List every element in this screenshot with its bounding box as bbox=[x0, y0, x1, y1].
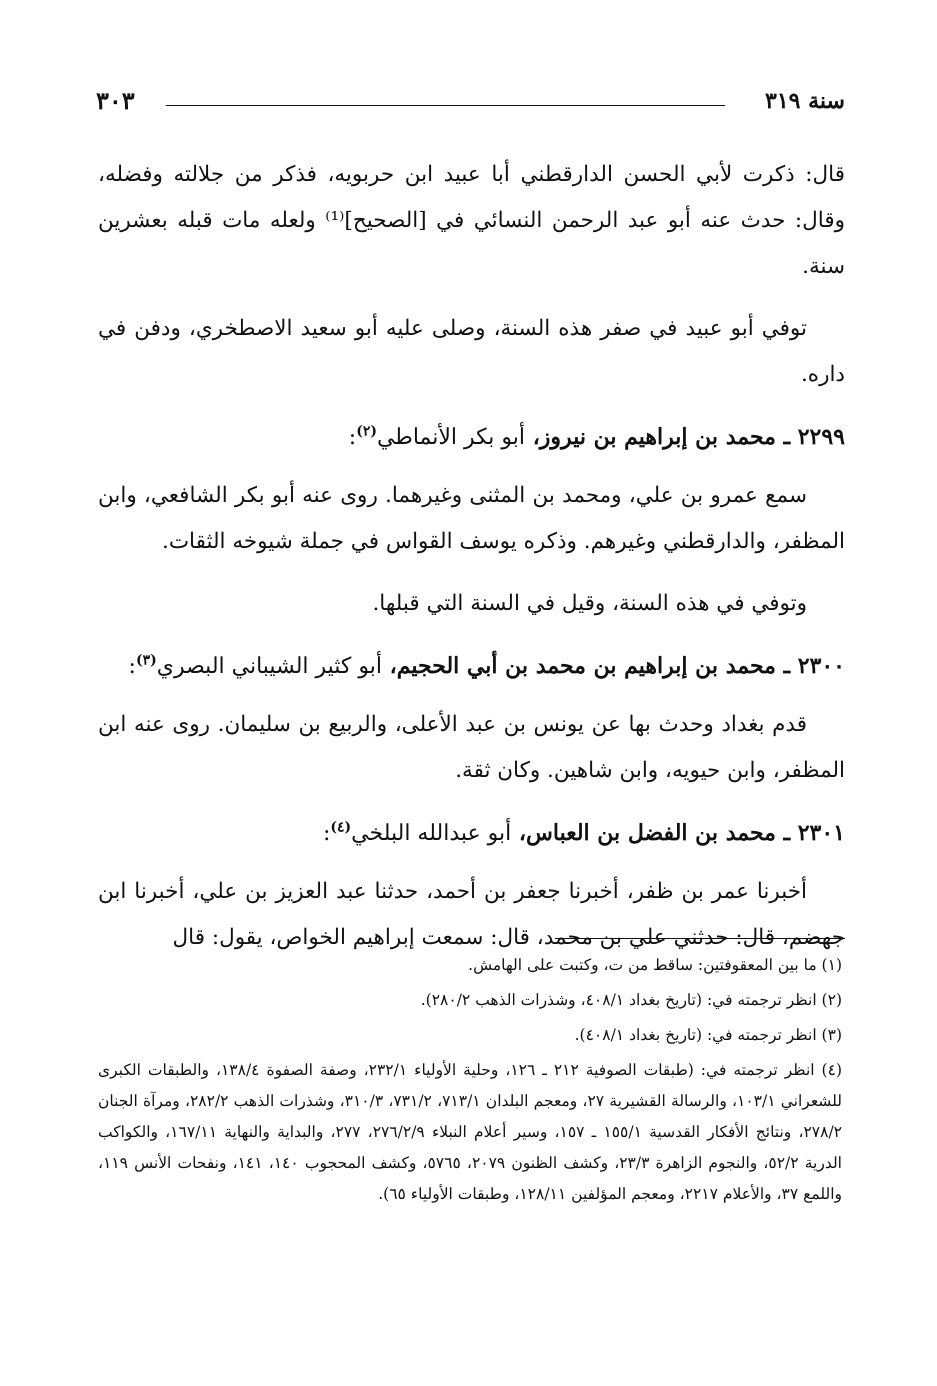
footnote-1: (١) ما بين المعقوفتين: ساقط من ت، وكتبت على الهامش. bbox=[468, 956, 842, 974]
header-rule bbox=[166, 105, 725, 106]
footnote-ref: (٢) bbox=[356, 423, 377, 440]
footnote-separator bbox=[555, 938, 845, 939]
page-number: ٣٠٣ bbox=[96, 86, 135, 115]
entry-number: ٢٣٠١ ـ bbox=[783, 820, 845, 846]
paragraph-entry-2299-death: وتوفي في هذه السنة، وقيل في السنة التي قبلها. bbox=[372, 591, 807, 616]
entry-2300-heading bbox=[98, 643, 845, 690]
footnote-ref: (٤) bbox=[330, 819, 352, 836]
footnote-3: (٣) انظر ترجمته في: (تاريخ بغداد ٤٠٨/١). bbox=[574, 1026, 842, 1044]
entry-name: محمد بن إبراهيم بن نيروز، bbox=[532, 424, 776, 450]
paragraph-entry-2300: قدم بغداد وحدث بها عن يونس بن عبد الأعلى، والربيع بن سليمان. روى عنه ابن المظفر، وابن حيويه، وابن شاهين. وكان ثقة. bbox=[98, 712, 845, 783]
entry-2299-heading bbox=[98, 414, 845, 461]
entry-colon: : bbox=[348, 425, 357, 450]
entry-name: محمد بن إبراهيم بن محمد بن أبي الحجيم، bbox=[389, 653, 776, 679]
entry-number: ٢٢٩٩ ـ bbox=[783, 424, 845, 450]
running-head bbox=[96, 88, 845, 118]
paragraph-jalalatuh: قال: ذكرت لأبي الحسن الدارقطني أبا عبيد ابن حربويه، فذكر من جلالته وفضله، وقال: حدث عنه أبو عبد الرحمن النسائي في [الصحيح]⁽¹⁾ ولعله مات قبله بعشرين سنة. bbox=[98, 162, 845, 279]
entry-kunya: أبو عبدالله البلخي bbox=[351, 821, 512, 846]
entry-2301-heading bbox=[98, 810, 845, 857]
entry-kunya: أبو كثير الشيباني البصري bbox=[156, 654, 382, 679]
entry-number: ٢٣٠٠ ـ bbox=[783, 653, 845, 679]
main-text bbox=[98, 152, 845, 977]
running-head-year: سنة ٣١٩ bbox=[765, 88, 845, 114]
paragraph-entry-2301: أخبرنا عمر بن ظفر، أخبرنا جعفر بن أحمد، حدثنا عبد العزيز بن علي، أخبرنا ابن جهضم، قال: حدثني علي بن محمد، قال: سمعت إبراهيم الخواص، يقول: قال bbox=[98, 879, 845, 950]
footnote-4: (٤) انظر ترجمته في: (طبقات الصوفية ٢١٢ ـ ١٢٦، وحلية الأولياء ٢٣٢/١، وصفة الصفوة ١٣٨/٤، والطبقات الكبرى للشعراني ١٠٣/١، والرسالة القشيرية ٢٧، ومعجم البلدان ٧١٣/١، ٧٣١/٢، ٣١٠/٣، وشذرات الذهب ٢٨٢/٢، ومرآة الجنان ٢٧٨/٢، ونتائج الأفكار القدسية ١٥٥/١ ـ ١٥٧، وسير أعلام النبلاء ٢٧٦/٢/٩، ٢٧٧، والبداية والنهاية ١٦٧/١١، والكواكب الدرية ٥٢/٢، والنجوم الزاهرة ٢٣/٣، وكشف الظنون ٢٠٧٩، ٥٧٦٥، وكشف المحجوب ١٤٠، ١٤١، ونفحات الأنس ١١٩، واللمع ٣٧، والأعلام ٢٢١٧، ومعجم المؤلفين ١٢٨/١١، وطبقات الأولياء ٦٥). bbox=[98, 1061, 842, 1203]
entry-colon: : bbox=[128, 654, 136, 679]
footnote-2: (٢) انظر ترجمته في: (تاريخ بغداد ٤٠٨/١، وشذرات الذهب ٢٨٠/٢). bbox=[420, 991, 842, 1009]
paragraph-entry-2299: سمع عمرو بن علي، ومحمد بن المثنى وغيرهما. روى عنه أبو بكر الشافعي، وابن المظفر، والدارقطني وغيرهم. وذكره يوسف القواس في جملة شيوخه الثقات. bbox=[98, 483, 845, 554]
entry-kunya: أبو بكر الأنماطي bbox=[376, 425, 526, 450]
footnote-ref: (٣) bbox=[135, 652, 157, 669]
footnotes bbox=[98, 950, 842, 1214]
paragraph-death-abu-ubayd: توفي أبو عبيد في صفر هذه السنة، وصلى عليه أبو سعيد الاصطخري، ودفن في داره. bbox=[98, 316, 845, 387]
entry-colon: : bbox=[322, 821, 331, 846]
entry-name: محمد بن الفضل بن العباس، bbox=[518, 820, 776, 846]
